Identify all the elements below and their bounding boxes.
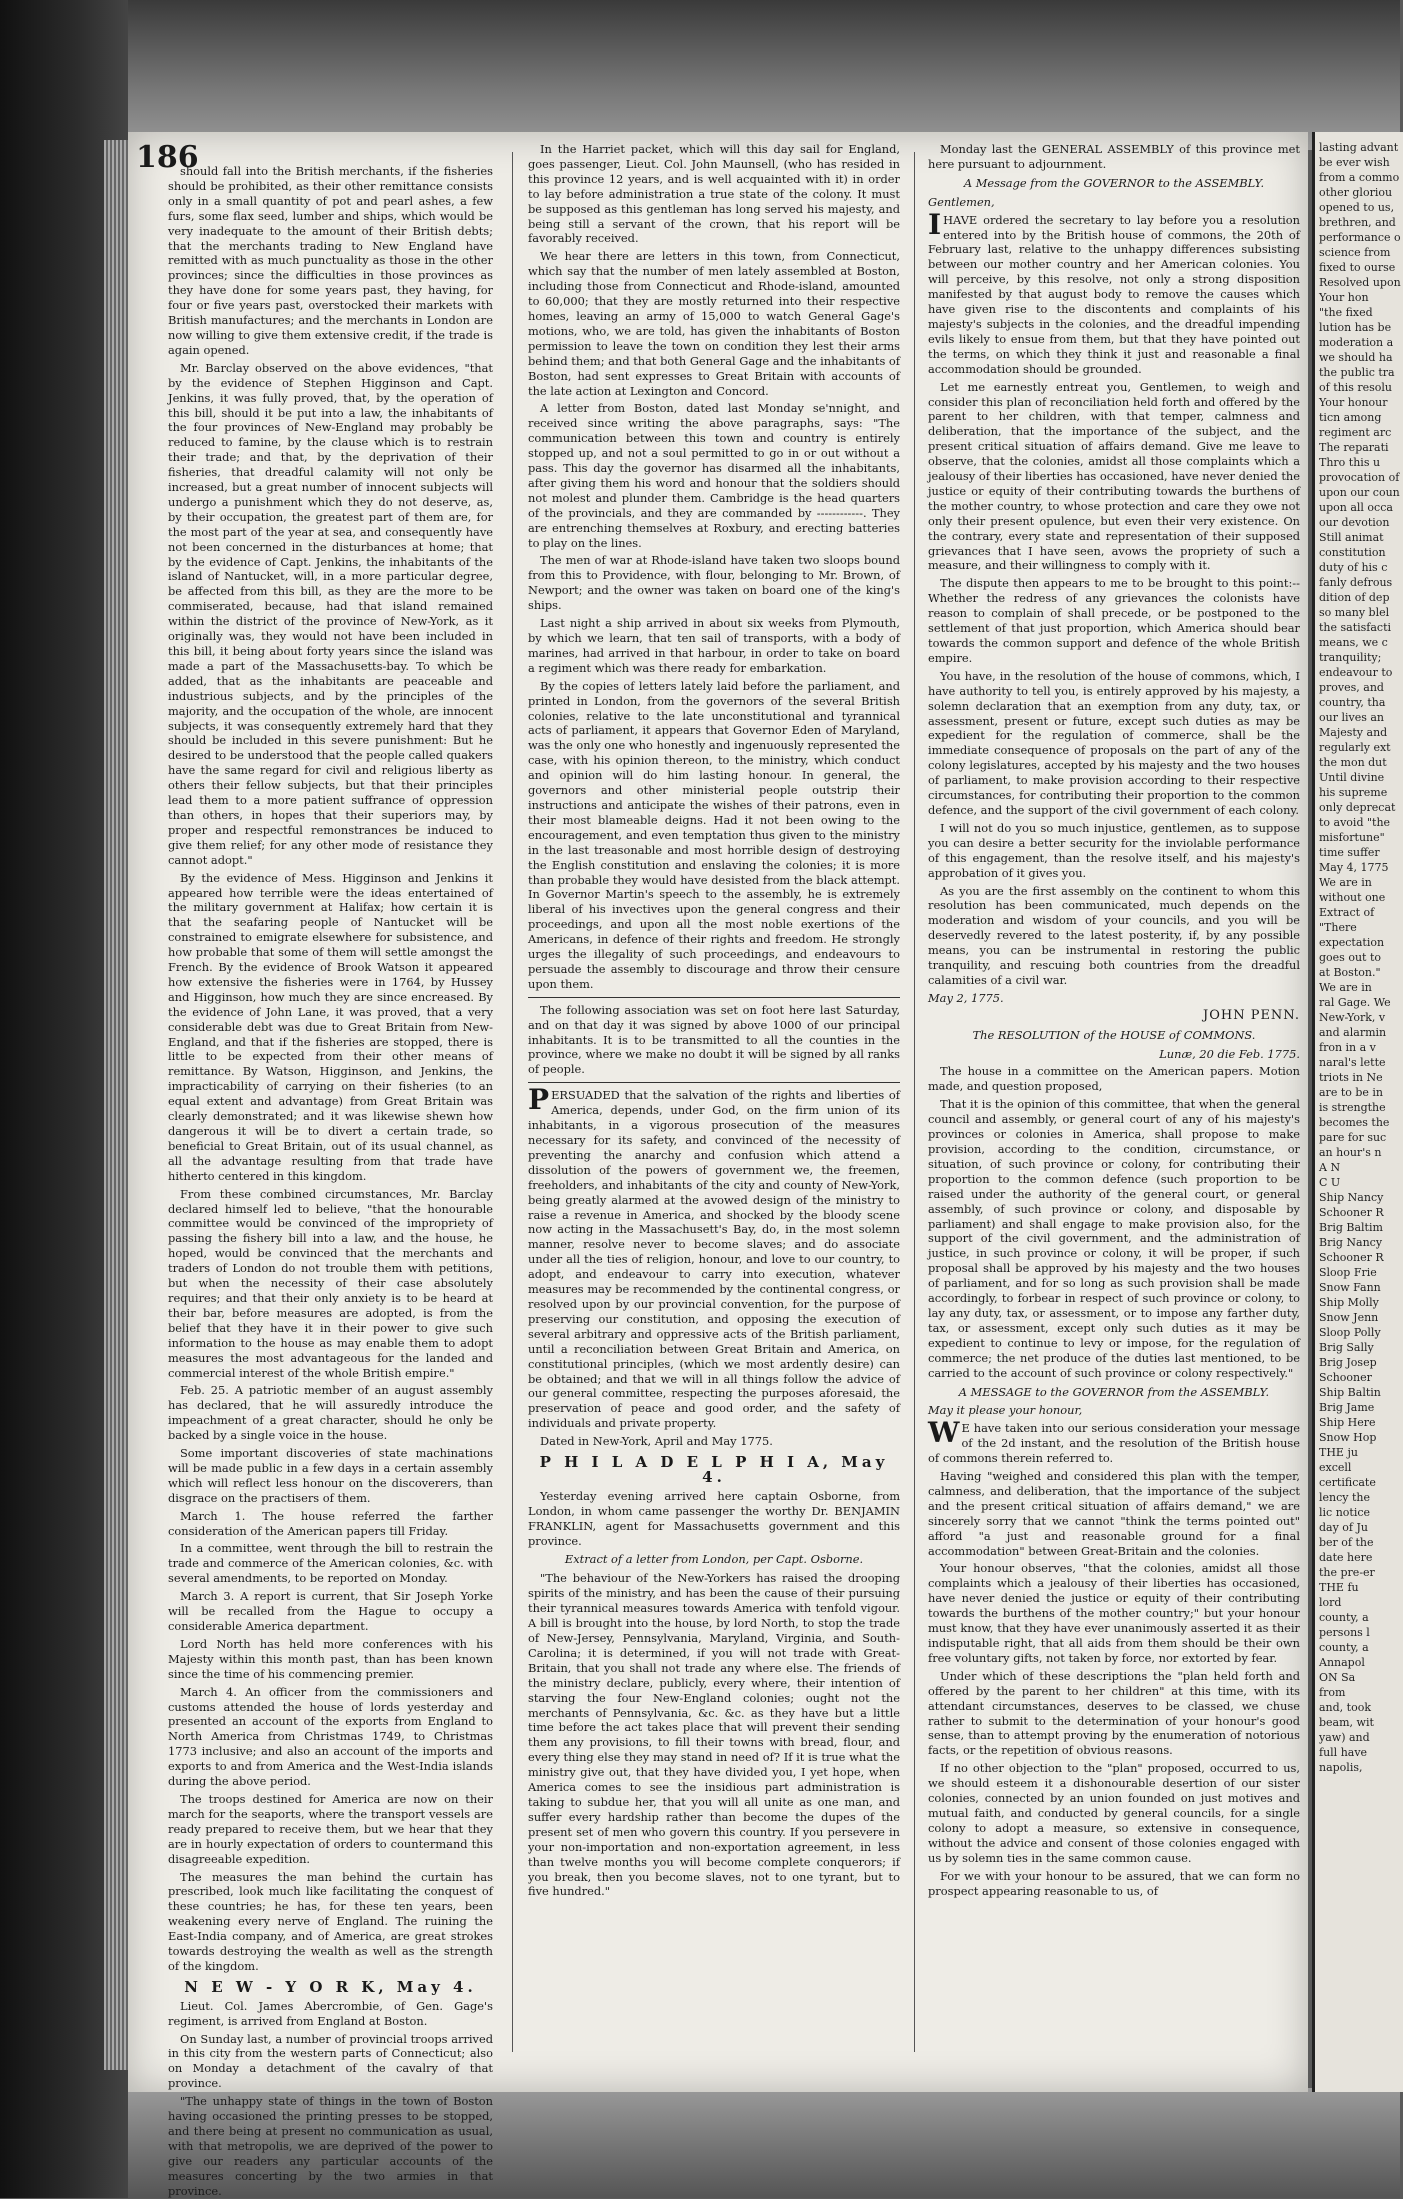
paragraph: The measures the man behind the curtain has prescribed, look much like facilitating the conquest of these countries; he has, for these ten years, been weakening every nerve of England. The ruining the East-India company, and of America, are great strokes towards destroying the wealth as well as the strength of the kingdom. bbox=[168, 1869, 493, 1973]
adjacent-line: Ship Here bbox=[1319, 1416, 1376, 1429]
page-edges bbox=[104, 140, 130, 2070]
adjacent-line: Still animat bbox=[1319, 531, 1384, 544]
salutation: Gentlemen, bbox=[928, 194, 995, 209]
adjacent-line: other gloriou bbox=[1319, 186, 1393, 199]
paragraph: A letter from Boston, dated last Monday se'nnight, and received since writing the above paragraphs, says: "The communication between this town and country is entirely stopped up, and not a soul permitted to go in or out without a pass. This day the governor has disarmed all the inhabitants, after giving them his word and honour that the soldiers should not molest and plunder them. Cambridge is the head quarters of the provincials, and they are commanded by ------------. They are entrenching themselves at Roxbury, and erecting batteries to play on the lines. bbox=[528, 401, 900, 550]
adjacent-line: lasting advant bbox=[1319, 141, 1399, 154]
adjacent-line: Snow Fann bbox=[1319, 1281, 1381, 1294]
adjacent-line: yaw) and bbox=[1319, 1731, 1370, 1744]
adjacent-line: Schooner R bbox=[1319, 1206, 1384, 1219]
extract-heading: Extract of a letter from London, per Capt. Osborne. bbox=[564, 1552, 864, 1567]
adjacent-line: fron in a v bbox=[1319, 1041, 1376, 1054]
message-date: May 2, 1775. bbox=[928, 990, 1004, 1005]
adjacent-line: tranquility; bbox=[1319, 651, 1382, 664]
adjacent-line: be ever wish bbox=[1319, 156, 1390, 169]
adjacent-line: means, we c bbox=[1319, 636, 1388, 649]
adjacent-line: The reparati bbox=[1319, 441, 1389, 454]
adjacent-line: county, a bbox=[1319, 1611, 1369, 1624]
paragraph: March 4. An officer from the commissioners and customs attended the house of lords yesterday and presented an account of the exports from England to North America from Christmas 1749, to Christmas 1773 inclusive; and also an account of the imports and exports to and from America and the West-India islands during the above period. bbox=[168, 1684, 493, 1789]
paragraph: March 1. The house referred the farther consideration of the American papers till Friday. bbox=[168, 1508, 493, 1538]
adjacent-line: and, took bbox=[1319, 1701, 1372, 1714]
adjacent-line: lution has be bbox=[1319, 321, 1392, 334]
adjacent-line: constitution bbox=[1319, 546, 1386, 559]
adjacent-line: pare for suc bbox=[1319, 1131, 1387, 1144]
column-left bbox=[168, 142, 493, 2198]
adjacent-line: expectation bbox=[1319, 936, 1385, 949]
drop-cap: I bbox=[928, 207, 942, 241]
column-rule bbox=[914, 152, 915, 2052]
reply-text: W E have taken into our serious consideration your message of the 2d instant, and the resolution of the British house of commons therein referred to. bbox=[928, 1416, 1300, 1466]
paragraph: The dispute then appears to me to be brought to this point:--Whether the redress of any grievances the colonists have reason to complain of shall precede, or be postponed to the settlement of that just proportion, which America should bear towards the common support and defence of the whole British empire. bbox=[928, 576, 1300, 665]
scanner-frame-top bbox=[0, 0, 1400, 150]
adjacent-line: A N bbox=[1319, 1161, 1341, 1174]
adjacent-line: proves, and bbox=[1319, 681, 1384, 694]
adjacent-line: endeavour to bbox=[1319, 666, 1393, 679]
paragraph: Yesterday evening arrived here captain Osborne, from London, in whom came passenger the worthy Dr. BENJAMIN FRANKLIN, agent for Massachusetts government and this province. bbox=[528, 1488, 900, 1548]
adjacent-line: Until divine bbox=[1319, 771, 1385, 784]
adjacent-line: country, tha bbox=[1319, 696, 1386, 709]
adjacent-line: C U bbox=[1319, 1176, 1341, 1189]
adjacent-line: certificate bbox=[1319, 1476, 1376, 1489]
adjacent-line: Sloop Frie bbox=[1319, 1266, 1377, 1279]
reply-salutation: May it please your honour, bbox=[928, 1403, 1083, 1418]
adjacent-line: are to be in bbox=[1319, 1086, 1384, 1099]
adjacent-line: ber of the bbox=[1319, 1536, 1374, 1549]
dated-line: Dated in New-York, April and May 1775. bbox=[540, 1434, 773, 1449]
adjacent-line: from bbox=[1319, 1686, 1346, 1699]
paragraph: "The unhappy state of things in the town of Boston having occasioned the printing presses to be stopped, and there being at present no communication as usual, with that metropolis, we are deprived of the power to give our readers any particular accounts of the measures concerting by the two armies in that province. bbox=[168, 2094, 493, 2198]
paragraph: In the Harriet packet, which will this day sail for England, goes passenger, Lieut. Col. John Maunsell, (who has resided in this province 12 years, and is well acquainted with it) in order to lay before administration a true state of the colony. It must be supposed as this gentleman has long served his majesty, and being still a servant of the crown, that his report will be favorably received. bbox=[528, 142, 900, 246]
adjacent-line: duty of his c bbox=[1319, 561, 1388, 574]
adjacent-line: Snow Jenn bbox=[1319, 1311, 1379, 1324]
paragraph: By the copies of letters lately laid before the parliament, and printed in London, from the governors of the several British colonies, relative to the late unconstitutional and tyrannical acts of parliament, it appears that Governor Eden of Maryland, was the only one who honestly and ingenuously represented the case, with his opinion thereon, to the ministry, which conduct and opinion will do him lasting honour. In general, the governors and other ministerial people outstrip their instructions and anticipate the wishes of their patrons, even in their most blameable deigns. Had it not been owing to the encouragement, and even temptation thus given to the ministry in the last treasonable and most horrible design of destroying the English constitution and enslaving the colonies; it is more than probable they would have desisted from the black attempt. In Governor Martin's speech to the assembly, he is extremely liberal of his invectives upon the general congress and their proceedings, and upon all the most noble exertions of the Americans, in defence of their rights and freedom. He strongly urges the illegality of such proceedings, and endeavours to persuade the assembly to discourage and throw their censure upon them. bbox=[528, 678, 900, 991]
paragraph: Lord North has held more conferences with his Majesty within this month past, than has been known since the time of his commencing premier. bbox=[168, 1636, 493, 1681]
adjacent-line: beam, wit bbox=[1319, 1716, 1374, 1729]
adjacent-line: so many blel bbox=[1319, 606, 1390, 619]
paragraph: Under which of these descriptions the "plan held forth and offered by the parent to her children" at this time, with its attendant circumstances, deserves to be classed, we chuse rather to submit to the determination of your honour's good sense, than to attempt proving by the enumeration of notorious facts, or the repetition of obvious reasons. bbox=[928, 1668, 1300, 1758]
adjacent-line: the mon dut bbox=[1319, 756, 1387, 769]
adjacent-line: Your hon bbox=[1319, 291, 1369, 304]
philadelphia-dateline-heading: P H I L A D E L P H I A, May 4. bbox=[539, 1453, 889, 1486]
adjacent-line: We are in bbox=[1319, 876, 1372, 889]
drop-cap: P bbox=[528, 1083, 550, 1117]
drop-cap: W bbox=[928, 1416, 960, 1450]
adjacent-line: and alarmin bbox=[1319, 1026, 1387, 1039]
adjacent-line: Brig Jame bbox=[1319, 1401, 1375, 1414]
adjacent-line: becomes the bbox=[1319, 1116, 1390, 1129]
paragraph: Your honour observes, "that the colonies, amidst all those complaints which a jealousy of their liberties has occasioned, have never denied the justice or equity of their contributing towards the burthens of the mother country;" but your honour must know, that they have ever unanimously asserted it as their indisputable right, that all aids from them should be their own free voluntary gifts, not taken by force, nor extorted by fear. bbox=[928, 1561, 1300, 1665]
adjacent-line: provocation of bbox=[1319, 471, 1400, 484]
adjacent-line: fanly defrous bbox=[1319, 576, 1393, 589]
paragraph: The men of war at Rhode-island have taken two sloops bound from this to Providence, with flour, belonging to Mr. Brown, of Newport; and the owner was taken on board one of the king's ships. bbox=[528, 553, 900, 613]
adjacent-line: misfortune" bbox=[1319, 831, 1385, 844]
adjacent-line: opened to us, bbox=[1319, 201, 1395, 214]
adjacent-line: Schooner bbox=[1319, 1371, 1372, 1384]
adjacent-line: dition of dep bbox=[1319, 591, 1390, 604]
paragraph: I will not do you so much injustice, gentlemen, as to suppose you can desire a better security for the inviolable performance of this engagement, than the resolve itself, and his majesty's approbation of it gives you. bbox=[928, 820, 1300, 880]
paragraph: By the evidence of Mess. Higginson and Jenkins it appeared how terrible were the ideas entertained of the military government at Halifax; how certain it is that the seafaring people of Nantucket will be constrained to emigrate elsewhere for subsistence, and how probable that some of them will settle amongst the French. By the evidence of Brook Watson it appeared how extensive the fisheries were in 1764, by Hussey and Higginson, how much they are since encreased. By the evidence of John Lane, it was proved, that a very considerable debt was due to Great Britain from New-England, and that if the fisheries are stopped, there is little to be expected from their other means of remittance. By Watson, Higginson, and Jenkins, the impracticability of carrying on their fisheries (to an equal extent and advantage) from Great Britain was clearly demonstrated; and it was likewise shewn how dangerous it will be to divert a certain trade, so beneficial to Great Britain, out of its usual channel, as all the advantage resulting from that trade have hitherto centered in this kingdom. bbox=[168, 870, 493, 1183]
adjacent-line: Brig Josep bbox=[1319, 1356, 1377, 1369]
adjacent-line: "the fixed bbox=[1319, 306, 1373, 319]
resolution-title: The RESOLUTION of the HOUSE of COMMONS. bbox=[972, 1027, 1256, 1042]
adjacent-line: Resolved upon bbox=[1319, 276, 1401, 289]
adjacent-line: Snow Hop bbox=[1319, 1431, 1377, 1444]
adjacent-page-lines bbox=[1315, 132, 1403, 1775]
adjacent-line: is strengthe bbox=[1319, 1101, 1386, 1114]
column-middle bbox=[528, 142, 900, 2092]
adjacent-line: science from bbox=[1319, 246, 1391, 259]
column-rule bbox=[512, 152, 513, 2052]
adjacent-page-fragment bbox=[1312, 132, 1403, 2092]
adjacent-line: our lives an bbox=[1319, 711, 1385, 724]
adjacent-line: napolis, bbox=[1319, 1761, 1363, 1774]
adjacent-line: THE fu bbox=[1319, 1581, 1359, 1594]
paragraph: The following association was set on foot here last Saturday, and on that day it was signed by above 1000 of our principal inhabitants. It is to be transmitted to all the counties in the province, where we make no doubt it will be signed by all ranks of people. bbox=[528, 1002, 900, 1077]
adjacent-line: without one bbox=[1319, 891, 1386, 904]
signature: JOHN PENN. bbox=[1202, 1007, 1300, 1023]
adjacent-line: regiment arc bbox=[1319, 426, 1392, 439]
adjacent-line: lord bbox=[1319, 1596, 1342, 1609]
adjacent-line: Your honour bbox=[1319, 396, 1388, 409]
reply-title: A MESSAGE to the GOVERNOR from the ASSEMBLY. bbox=[958, 1384, 1270, 1399]
adjacent-line: day of Ju bbox=[1319, 1521, 1368, 1534]
adjacent-line: county, a bbox=[1319, 1641, 1369, 1654]
adjacent-line: Sloop Polly bbox=[1319, 1326, 1381, 1339]
adjacent-line: the satisfacti bbox=[1319, 621, 1392, 634]
paragraph: That it is the opinion of this committee, that when the general council and assembly, or general court of any of his majesty's provinces or colonies in America, shall propose to make provision, according to the condition, circumstance, or situation, of such province or colony, for contributing their proportion to the common defence (such proportion to be raised under the authority of the general court, or general assembly, of such province or colony, and disposable by parliament) and shall engage to make provision also, for the support of the civil government, and the administration of justice, in such province or colony, it will be proper, if such proposal shall be approved by his majesty and the two houses of parliament, and for so long as such provision shall be made accordingly, to forbear in respect of such province or colony, to lay any duty, tax, or assessment, or to impose any farther duty, tax, or assessment, except only such duties as it may be expedient to continue to levy or impose, for the regulation of commerce; the net produce of the duties last mentioned, to be carried to the account of such province or colony respectively." bbox=[928, 1097, 1300, 1380]
paragraph: Let me earnestly entreat you, Gentlemen, to weigh and consider this plan of reconciliation held forth and offered by the parent to her children, with that temper, calmness and deliberation, that the importance of the subject, and the present critical situation of affairs demand. Give me leave to observe, that the colonies, amidst all those complaints which a jealousy of their liberties has occasioned, have never denied the justice or equity of their contributing towards the burthens of the mother country, to whose protection and care they owe not only their present opulence, but even their very existence. On the contrary, every state and representation of their supposed grievances that I have seen, avows the propriety of such a measure, and their willingness to comply with it. bbox=[928, 379, 1300, 573]
paragraph: Mr. Barclay observed on the above evidences, "that by the evidence of Stephen Higginson and Capt. Jenkins, it was fully proved, that, by the operation of this bill, should it be put into a law, the inhabitants of the four provinces of New-England may probably be reduced to famine, by the clause which is to restrain their trade; and that, by the deprivation of their fisheries, that dreadful calamity will not only be increased, but a great number of innocent subjects will undergo a punishment which they do not deserve, as, by their occupation, the greatest part of them are, for the most part of the year at sea, and consequently have not been concerned in the disturbances at home; that by the evidence of Capt. Jenkins, the inhabitants of the island of Nantucket, will, in a more particular degree, be affected from this bill, as they are the more to be commiserated, because, had that island remained within the district of the province of New-York, as it originally was, they would not have been included in this bill, it being about forty years since the island was made a part of the Massachusetts-bay. To which be added, that as the inhabitants are peaceable and industrious subjects, and by the principles of the majority, and the occupation of the whole, are innocent subjects, it was consequently extremely hard that they should be included in this severe punishment: But he desired to be understood that the people called quakers have the same regard for civil and religious liberty as others their fellow subjects, but that their principles lead them to a more patient suffrance of oppression than others, in hopes that their superiors may, by proper and respectful remonstrances be induced to give them relief; for any other mode of resistance they cannot adopt." bbox=[168, 360, 493, 867]
paragraph: Having "weighed and considered this plan with the temper, calmness, and deliberation, that the importance of the subject and the present critical situation of affairs demand," we are sincerely sorry that we cannot "think the terms pointed out" afford "a just and reasonable ground for a final accommodation" between Great-Britain and the colonies. bbox=[928, 1469, 1300, 1558]
adjacent-line: full have bbox=[1319, 1746, 1368, 1759]
paragraph: From these combined circumstances, Mr. Barclay declared himself led to believe, "that the honourable committee would be convinced of the impropriety of passing the fishery bill into a law, and the house, he hoped, would be convinced that the merchants and traders of London do not trouble them with petitions, but when the necessity of their case absolutely requires; and that their only anxiety is to be heard at their bar, before measures are adopted, is from the belief that they have it in their power to give such information to the house as may enable them to adopt measures the most advantageous for the landed and commercial interest of the whole British empire." bbox=[168, 1186, 493, 1380]
adjacent-line: of this resolu bbox=[1319, 381, 1392, 394]
paragraph: In a committee, went through the bill to restrain the trade and commerce of the American colonies, &c. with several amendments, to be reported on Monday. bbox=[168, 1541, 493, 1586]
adjacent-line: his supreme bbox=[1319, 786, 1388, 799]
newyork-dateline-heading: N E W - Y O R K, May 4. bbox=[184, 1977, 477, 1996]
adjacent-line: our devotion bbox=[1319, 516, 1390, 529]
paragraph: Last night a ship arrived in about six weeks from Plymouth, by which we learn, that ten sail of transports, with a body of marines, had arrived in that harbour, in order to take on board a regiment which was there ready for embarkation. bbox=[528, 616, 900, 675]
paragraph: The troops destined for America are now on their march for the seaports, where the transport vessels are ready prepared to receive them, but we hear that they are in hourly expectation of orders to countermand this disagreeable expedition. bbox=[168, 1791, 493, 1866]
adjacent-line: May 4, 1775 bbox=[1319, 861, 1389, 874]
adjacent-line: moderation a bbox=[1319, 336, 1394, 349]
paragraph: The house in a committee on the American papers. Motion made, and question proposed, bbox=[928, 1064, 1300, 1094]
adjacent-line: ral Gage. We bbox=[1319, 996, 1391, 1009]
adjacent-line: Ship Baltin bbox=[1319, 1386, 1381, 1399]
adjacent-line: an hour's n bbox=[1319, 1146, 1382, 1159]
paragraph: For we with your honour to be assured, that we can form no prospect appearing reasonable to us, of bbox=[928, 1868, 1300, 1898]
adjacent-line: Schooner R bbox=[1319, 1251, 1384, 1264]
paragraph: Lieut. Col. James Abercrombie, of Gen. Gage's regiment, is arrived from England at Boston. bbox=[168, 1998, 493, 2028]
adjacent-line: "There bbox=[1319, 921, 1357, 934]
adjacent-line: the pre-er bbox=[1319, 1566, 1375, 1579]
section-rule bbox=[528, 997, 900, 998]
message-title: A Message from the GOVERNOR to the ASSEMBLY. bbox=[963, 175, 1265, 190]
adjacent-line: excell bbox=[1319, 1461, 1352, 1474]
adjacent-line: THE ju bbox=[1319, 1446, 1358, 1459]
paragraph: "The behaviour of the New-Yorkers has raised the drooping spirits of the ministry, and has been the cause of their pursuing their tyrannical measures towards America with tenfold vigour. A bill is brought into the house, by lord North, to stop the trade of New-Jersey, Pennsylvania, Maryland, Virginia, and South-Carolina; it is determined, if you will not trade with Great-Britain, that you shall not trade any where else. The friends of the ministry declare, publicly, every where, their intention of starving the four New-England colonies; ought not the merchants of Pennsylvania, &c. &c. as they have but a little time before the act takes place that will prevent their sending them any provisions, to fill their towns with bread, flour, and every thing else they may stand in need of? If it is true what the ministry give out, that they have divided you, I yet hope, when America comes to see the insidious part administration is taking to subdue her, that you will all unite as one man, and suffer every hardship rather than become the dupes of the present set of men who govern this country. If you persevere in your non-importation and non-exportation agreement, in less than twelve months you will become complete conquerors; if you break, then you become slaves, not to one tyrant, but to five hundred." bbox=[528, 1571, 900, 1899]
adjacent-line: Ship Molly bbox=[1319, 1296, 1379, 1309]
adjacent-line: ticn among bbox=[1319, 411, 1382, 424]
adjacent-line: goes out to bbox=[1319, 951, 1381, 964]
adjacent-line: persons l bbox=[1319, 1626, 1370, 1639]
adjacent-line: We are in bbox=[1319, 981, 1372, 994]
adjacent-line: brethren, and bbox=[1319, 216, 1396, 229]
paragraph: You have, in the resolution of the house of commons, which, I have authority to tell you, is entirely approved by his majesty, a solemn declaration that an exemption from any duty, tax, or assessment, present or future, except such duties as may be expedient for the regulation of commerce, shall be the immediate consequence of proposals on the part of any of the colony legislatures, accepted by his majesty and the two houses of parliament, to make provision according to their respective circumstances, for contributing their proportion to the common defence, and the support of the civil government of each colony. bbox=[928, 668, 1300, 817]
paragraph: We hear there are letters in this town, from Connecticut, which say that the number of men lately assembled at Boston, including those from Connecticut and Rhode-island, amounted to 60,000; that they are mostly returned into their respective homes, leaving an army of 15,000 to watch General Gage's motions, who, we are told, has given the inhabitants of Boston permission to leave the town on condition they lest their arms behind them; and that both General Gage and the inhabitants of Boston, had sent expresses to Great Britain with accounts of the late action at Lexington and Concord. bbox=[528, 249, 900, 398]
adjacent-line: the public tra bbox=[1319, 366, 1395, 379]
resolution-date: Lunæ, 20 die Feb. 1775. bbox=[1159, 1046, 1300, 1061]
adjacent-line: Annapol bbox=[1319, 1656, 1365, 1669]
adjacent-line: time suffer bbox=[1319, 846, 1380, 859]
adjacent-line: triots in Ne bbox=[1319, 1071, 1383, 1084]
adjacent-line: Brig Nancy bbox=[1319, 1236, 1383, 1249]
adjacent-line: upon all occa bbox=[1319, 501, 1393, 514]
page-number: 186 bbox=[136, 140, 199, 175]
section-rule bbox=[528, 1082, 900, 1083]
adjacent-line: Majesty and bbox=[1319, 726, 1388, 739]
adjacent-line: at Boston." bbox=[1319, 966, 1381, 979]
newspaper-page bbox=[128, 132, 1308, 2198]
paragraph: should fall into the British merchants, if the fisheries should be prohibited, as their other remittance consists only in a small quantity of pot and pearl ashes, a few furs, some flax seed, lumber and ships, which would be very inadequate to the amount of their British debts; that the merchants trading to New England have remitted with as much punctuality as those in the other provinces; since the difficulties in those provinces as they have done for some years past, they having, for four or five years past, overstocked their markets with British manufactures; and the merchants in London are now willing to give them extensive credit, if the trade is again opened. bbox=[168, 164, 493, 357]
paragraph: If no other objection to the "plan" proposed, occurred to us, we should esteem it a dishonourable desertion of our sister colonies, connected by an union founded on just motives and mutual faith, and conducted by general councils, for a single colony to adopt a measure, so extensive in consequence, without the advice and consent of those colonies engaged with us by solemn ties in the same common cause. bbox=[928, 1761, 1300, 1865]
adjacent-line: ON Sa bbox=[1319, 1671, 1356, 1684]
paragraph: Some important discoveries of state machinations will be made public in a few days in a certain assembly which will reflect less honour on the discoverers, than disgrace on the practisers of them. bbox=[168, 1446, 493, 1505]
adjacent-line: date here bbox=[1319, 1551, 1373, 1564]
paragraph: Monday last the GENERAL ASSEMBLY of this province met here pursuant to adjournment. bbox=[928, 142, 1300, 171]
paragraph: On Sunday last, a number of provincial troops arrived in this city from the western parts of Connecticut; also on Monday a detachment of the cavalry of that province. bbox=[168, 2031, 493, 2091]
column-right bbox=[928, 142, 1300, 2092]
association-text: PERSUADED that the salvation of the rights and liberties of America, depends, under God, on the firm union of its inhabitants, in a vigorous prosecution of the measures necessary for its safety, and convinced of the necessity of preventing the anarchy and confusion which attend a dissolution of the powers of government we, the freemen, freeholders, and inhabitants of the city and county of New-York, being greatly alarmed at the avowed design of the ministry to raise a revenue in America, and shocked by the bloody scene now acting in the Massachusett's Bay, do, in the most solemn manner, resolve never to become slaves; and do associate under all the ties of religion, honour, and love to our country, to adopt, and endeavour to carry into execution, whatever measures may be recommended by the continental congress, or resolved upon by our provincial convention, for the purpose of preserving our constitution, and opposing the execution of several arbitrary and oppressive acts of the British parliament, until a reconciliation between Great Britain and America, on constitutional principles, (which we most ardently desire) can be obtained; and that we will in all things follow the advice of our general committee, respecting the purposes aforesaid, the preservation of peace and good order, and the safety of individuals and private property. bbox=[528, 1083, 900, 1431]
adjacent-line: Brig Baltim bbox=[1319, 1221, 1383, 1234]
adjacent-line: Brig Sally bbox=[1319, 1341, 1374, 1354]
paragraph: Feb. 25. A patriotic member of an august assembly has declared, that he will assuredly introduce the impeachment of a great character, should he only be backed by a single voice in the house. bbox=[168, 1383, 493, 1443]
adjacent-line: to avoid "the bbox=[1319, 816, 1391, 829]
adjacent-line: Ship Nancy bbox=[1319, 1191, 1384, 1204]
adjacent-line: lic notice bbox=[1319, 1506, 1371, 1519]
message-text: IHAVE ordered the secretary to lay before you a resolution entered into by the British house of commons, the 20th of February last, relative to the unhappy differences subsisting between our mother country and her American colonies. You will perceive, by this resolve, not only a strong disposition manifested by that august body to remove the causes which have given rise to the discontents and complaints of his majesty's subjects in the colonies, and the dreadful impending evils likely to ensue from them, but that they have pointed out the terms, on which they think it just and reasonable a final accommodation should be grounded. bbox=[928, 207, 1300, 376]
adjacent-line: Extract of bbox=[1319, 906, 1375, 919]
adjacent-line: performance o bbox=[1319, 231, 1401, 244]
adjacent-line: Thro this u bbox=[1319, 456, 1381, 469]
adjacent-line: naral's lette bbox=[1319, 1056, 1386, 1069]
adjacent-line: we should ha bbox=[1319, 351, 1393, 364]
adjacent-line: regularly ext bbox=[1319, 741, 1391, 754]
adjacent-line: fixed to ourse bbox=[1319, 261, 1396, 274]
adjacent-line: upon our coun bbox=[1319, 486, 1400, 499]
adjacent-line: lency the bbox=[1319, 1491, 1370, 1504]
adjacent-line: from a commo bbox=[1319, 171, 1400, 184]
paragraph: As you are the first assembly on the continent to whom this resolution has been communicated, much depends on the moderation and wisdom of your councils, and you will be deservedly revered to the latest posterity, if, by any possible means, you can be instrumental in restoring the public tranquility, and rescuing both countries from the dreadful calamities of a civil war. bbox=[928, 883, 1300, 987]
adjacent-line: New-York, v bbox=[1319, 1011, 1386, 1024]
adjacent-line: only deprecat bbox=[1319, 801, 1396, 814]
paragraph: March 3. A report is current, that Sir Joseph Yorke will be recalled from the Hague to occupy a considerable America department. bbox=[168, 1589, 493, 1633]
